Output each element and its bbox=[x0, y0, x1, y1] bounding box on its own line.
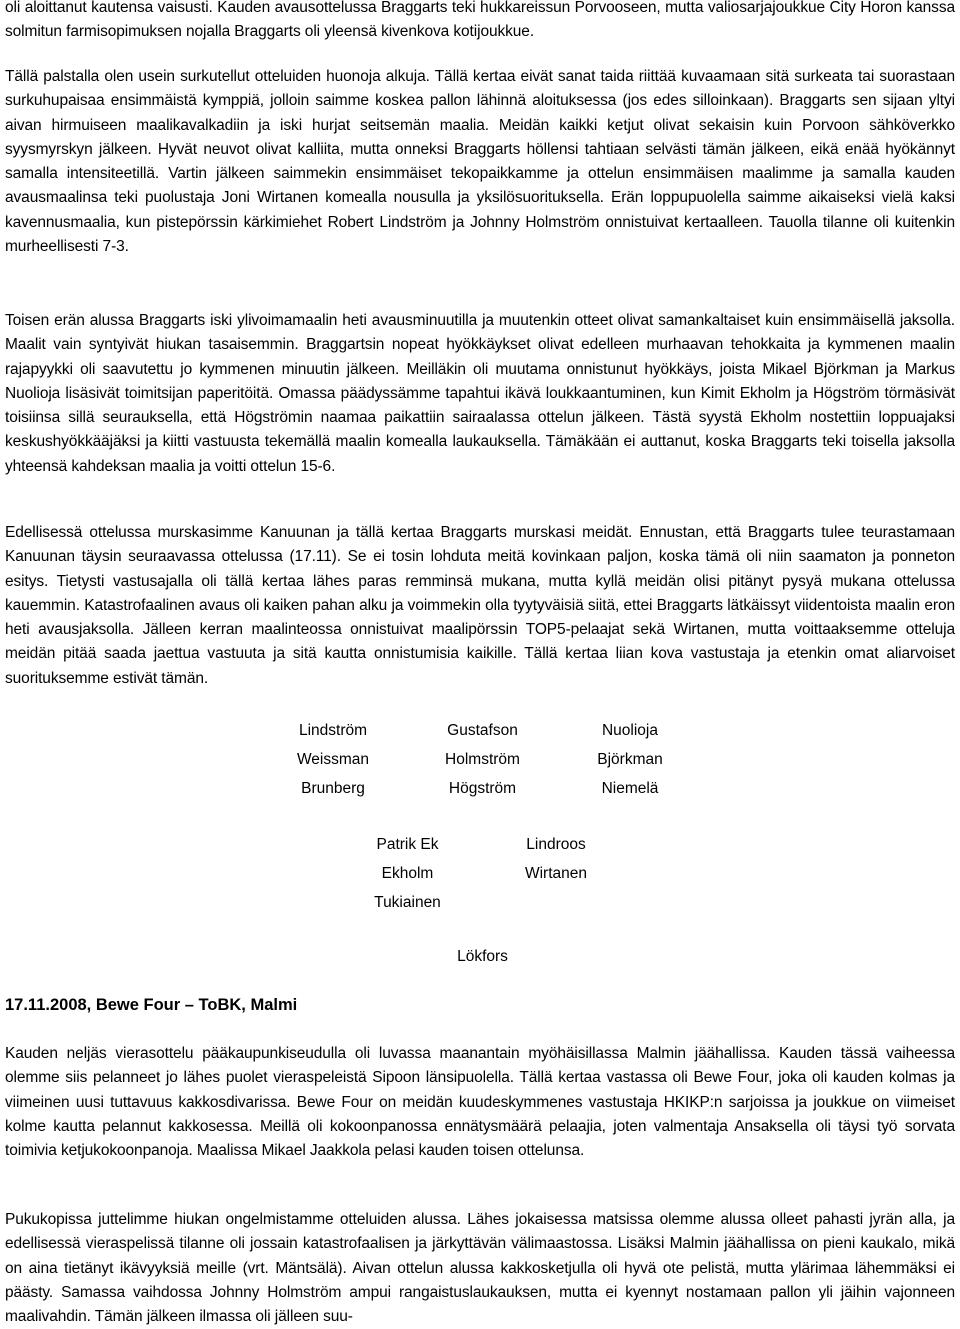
player-name: Holmström bbox=[445, 751, 520, 768]
lineup-goalie bbox=[440, 942, 525, 971]
paragraph-summary: Edellisessä ottelussa murskasimme Kanuunan ja tällä kertaa Braggarts murskasi meidät. Ennustan, että Braggarts tulee teurastamaan Kanuunan täysin seuraavassa ottelussa (17.11). Se ei tosin lohduta meitä kovinkaan paljon, koska tämä oli niin saamaton ja ponneton esitys. Tietysti vastusajalla oli tällä kertaa lähes paras remminsä mukana, mutta kyllä meidän olisi pitänyt pysyä mukana ottelussa kauemmin. Katastrofaalinen avaus oli kaiken pahan alku ja voimmekin olla tyytyväisiä siitä, ettei Braggarts lätkäissyt viidentoista maalin eron heti avausjaksolla. Jälleen kerran maalinteossa onnistuivat maalipörssin TOP5-pelaajat sekä Wirtanen, mutta voittaaksemme otteluja meidän pitää saada jaettua vastuuta ja sitä kautta onnistumisia kaikille. Tällä kertaa liian kova vastustaja ja etenkin omat aliarvoiset suorituksemme estivät tämän. bbox=[5, 524, 955, 687]
player-name: Patrik Ek bbox=[376, 836, 439, 853]
lineup-forwards-left bbox=[283, 716, 383, 803]
paragraph-bewe-intro: Kauden neljäs vierasottelu pääkaupunkiseudulla oli luvassa maanantain myöhäisillassa Malmin jäähallissa. Kauden tässä vaiheessa olemme siis pelanneet jo lähes puolet vieraspeleistä Sipoon länsipuolella. Tällä kertaa vastassa oli Bewe Four, joka oli kauden kolmas ja viimeinen uusi tuttavuus kakkosdivarissa. Bewe Four on meidän kuudeskymmenes vastustaja HKIKP:n sarjoissa ja joukkue on viimeiset kolme kautta pelannut kakkosessa. Meillä oli kokoonpanossa ennätysmäärä pelaajia, joten valmentaja Ansaksella oli täysi työ sorvata toimivia ketjukokoonpanoja. Maalissa Mikael Jaakkola pelasi kauden toisen ottelunsa. bbox=[5, 1045, 955, 1160]
paragraph-first-period: Tällä palstalla olen usein surkutellut otteluiden huonoja alkuja. Tällä kertaa eivät sanat taida riittää kuvaamaan sitä surkeata tai suorastaan surkuhupaisaa ensimmäistä kymppiä, jolloin saimme koskea pallon lähinnä aloituksessa (jos edes silloinkaan). Braggarts sen sijaan yltyi aivan hirmuiseen maalikavalkadiin ja iski hurjat seitsemän maalia. Meidän kaikki ketjut olivat sekaisin kuin Porvoon sähköverkko syysmyrskyn jälkeen. Hyvät neuvot olivat kalliita, mutta onneksi Braggarts höllensi tahtiaan selvästi tämän jälkeen, eikä enää hyökännyt samalla intensiteetillä. Vartin jälkeen saimmekin ensimmäiset tekopaikkamme ja ottelun ensimmäisen maalimme ja samalla kauden avausmaalinsa teki puolustaja Joni Wirtanen komealla nousulla ja yksilösuorituksella. Erän loppupuolella saimme aikaiseksi vielä kaksi kavennusmaalia, kun pistepörssin kärkimiehet Robert Lindström ja Johnny Holmström onnistuivat kertaalleen. Tauolla tilanne oli kuitenkin murheellisesti 7-3. bbox=[5, 68, 955, 256]
player-name: Niemelä bbox=[601, 780, 659, 797]
player-name: Lindström bbox=[298, 722, 368, 739]
player-name: Lökfors bbox=[457, 948, 508, 965]
player-name: Weissman bbox=[296, 751, 370, 768]
player-name: Björkman bbox=[597, 751, 663, 768]
lineup-forwards-right bbox=[580, 716, 680, 803]
player-name: Brunberg bbox=[301, 780, 365, 797]
player-name: Gustafson bbox=[447, 722, 518, 739]
lineup-defense-left bbox=[360, 830, 455, 917]
player-name: Ekholm bbox=[381, 865, 434, 882]
paragraph-locker-room: Pukukopissa juttelimme hiukan ongelmistamme otteluiden alussa. Lähes jokaisessa matsissa olemme alussa olleet pahasti jyrän alla, ja edellisessä vieraspelissä tilanne oli jossain katastrofaalisen ja järkyttävän välimaastossa. Lisäksi Malmin jäähallissa on pieni kaukalo, mikä on aina tietänyt ikävyyksiä meille (vrt. Mäntsälä). Aivan ottelun alussa kakkosketjulla oli hyvä ote pelistä, mutta ylärimaa lähemmäksi ei päästy. Samassa vaihdossa Johnny Holmström ampui rangaistuslaukauksen, mutta ei kyennyt nostamaan pallon yli jäihin vajonneen maalivahdin. Tämän jälkeen ilmassa oli jälleen suu- bbox=[5, 1211, 955, 1326]
lineup-forwards-center bbox=[430, 716, 535, 803]
player-name: Nuolioja bbox=[601, 722, 658, 739]
player-name: Högström bbox=[448, 780, 517, 797]
game-heading: 17.11.2008, Bewe Four – ToBK, Malmi bbox=[5, 996, 298, 1014]
player-name: Lindroos bbox=[526, 836, 586, 853]
paragraph-intro: oli aloittanut kautensa vaisusti. Kauden avausottelussa Braggarts teki hukkareissun Porvooseen, mutta valiosarjajoukkue City Horon kanssa solmitun farmisopimuksen nojalla Braggarts oli yleensä kivenkova kotijoukkue. bbox=[5, 0, 955, 41]
lineup-defense-right bbox=[506, 830, 606, 888]
paragraph-second-period: Toisen erän alussa Braggarts iski ylivoimamaalin heti avausminuutilla ja muutenkin otteet olivat samankaltaiset kuin ensimmäisellä jaksolla. Maalit vain syntyivät hiukan tasaisemmin. Braggartsin nopeat hyökkäykset olivat edelleen murhaavan tehokkaita ja kymmenen maalin rajapyykki oli saavutettu jo kymmenen minuutin jälkeen. Meilläkin oli muutama onnistunut hyökkäys, joista Mikael Björkman ja Markus Nuolioja lisäsivät toimitsijan paperitöitä. Omassa päädyssämme tapahtui ikävä loukkaantuminen, kun Kimit Ekholm ja Högström törmäsivät toisiinsa sillä seurauksella, että Högströmin naamaa paikattiin sairaalassa ottelun jälkeen. Tästä syystä Ekholm nostettiin loppuajaksi keskushyökkääjäksi ja kiitti vastuusta tekemällä maalin komealla laukauksella. Tämäkään ei auttanut, koska Braggarts teki toisella jaksolla yhteensä kahdeksan maalia ja voitti ottelun 15-6. bbox=[5, 312, 955, 475]
player-name: Tukiainen bbox=[374, 894, 441, 911]
player-name: Wirtanen bbox=[524, 865, 588, 882]
